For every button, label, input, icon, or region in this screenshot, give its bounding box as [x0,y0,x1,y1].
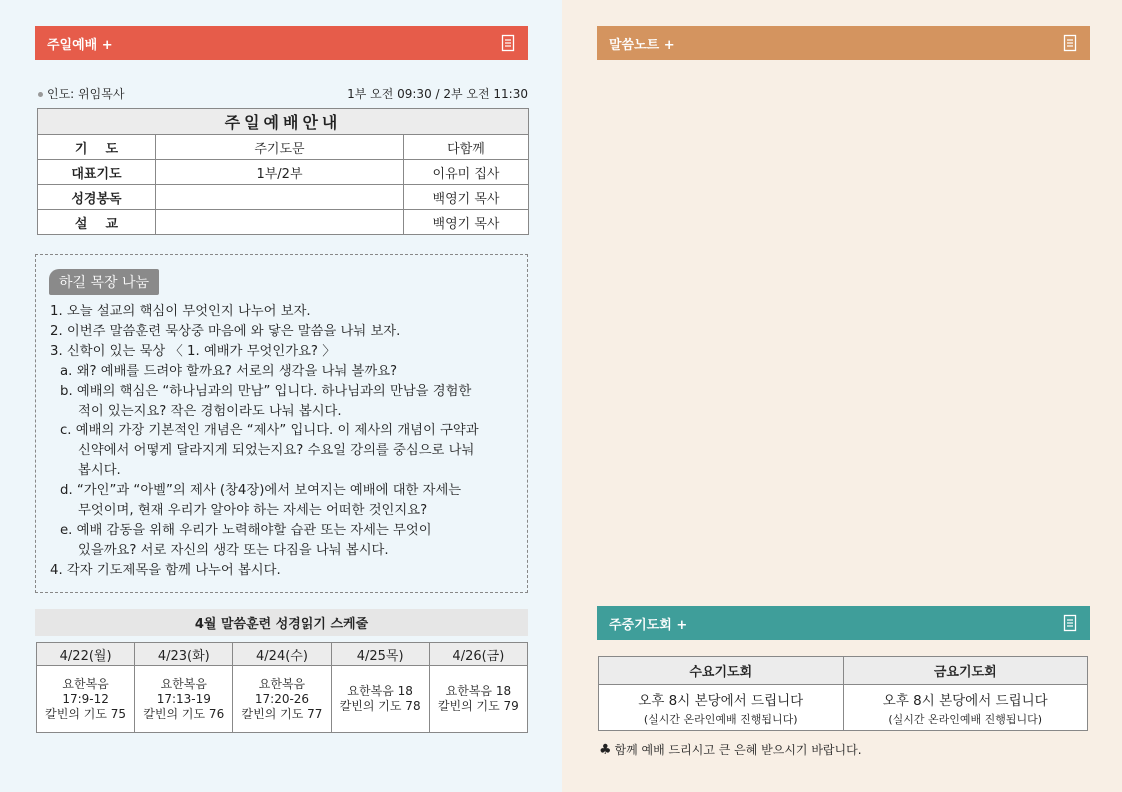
schedule-date: 4/23(화) [135,643,233,666]
schedule-cell [429,666,527,733]
prayer-online-note: (실시간 온라인예배 진행됩니다) [643,712,798,726]
reading-verses: 17:9-12 [62,691,109,706]
blessing-text: 함께 예배 드리시고 큰 은혜 받으시기 바랍니다. [614,743,862,757]
schedule-reading-row [37,666,528,733]
row-label: 기 도 [38,135,156,160]
sermon-note-title: 말씀노트 + [609,37,675,53]
reading-verses: 17:20-26 [254,691,310,706]
question-line: e. 예배 감동을 위해 우리가 노력해야할 습관 또는 자세는 무엇이 [60,522,432,538]
row-label: 대표기도 [38,160,156,185]
question-line: a. 왜? 예배를 드려야 할까요? 서로의 생각을 나눠 볼까요? [60,363,398,379]
worship-table-title: 주일예배안내 [38,109,529,135]
reading-schedule-table [36,642,528,733]
small-group-sharing-box [35,254,528,593]
question-line: 1. 오늘 설교의 핵심이 무엇인지 나누어 보자. [50,304,311,319]
prayer-detail-cell [843,685,1088,731]
row-label: 설 교 [38,210,156,235]
sharing-question-list [50,302,520,581]
note-icon [1062,34,1078,52]
reading-book: 요한복음 [258,676,306,691]
schedule-cell [135,666,233,733]
worship-order-table [37,108,529,235]
row-person: 백영기 목사 [404,185,529,210]
row-person: 다함께 [404,135,529,160]
schedule-date: 4/24(수) [233,643,331,666]
table-row [38,135,529,160]
row-person: 백영기 목사 [404,210,529,235]
prayer-online-note: (실시간 온라인예배 진행됩니다) [888,712,1043,726]
prayer-meeting-table [598,656,1088,731]
question-line: 신약에서 어떻게 달라지게 되었는지요? 수요일 강의를 중심으로 나눠 [78,443,475,459]
worship-leader-text: 인도: 위임목사 [47,87,125,101]
schedule-cell [331,666,429,733]
prayer-meeting-name: 금요기도회 [843,657,1088,685]
prayer-header-row [599,657,1088,685]
reading-book: 요한복음 18 [445,684,512,698]
schedule-cell [37,666,135,733]
sermon-note-section-header[interactable] [597,26,1090,60]
question-line: c. 예배의 가장 기본적인 개념은 “제사” 입니다. 이 제사의 개념이 구약과 [60,423,479,439]
schedule-cell [233,666,331,733]
blessing-message [599,741,862,758]
reading-book: 요한복음 18 [347,684,413,698]
worship-times: 1부 오전 09:30 / 2부 오전 11:30 [347,87,528,101]
reading-prayer: 칼빈의 기도 77 [241,706,323,721]
bullet-dot-icon [38,92,43,97]
note-icon [1062,614,1078,632]
prayer-detail-row [599,685,1088,731]
reading-prayer: 칼빈의 기도 75 [45,706,127,721]
question-line: 3. 신학이 있는 묵상 〈 1. 예배가 무엇인가요? 〉 [50,343,336,359]
prayer-detail-cell [599,685,844,731]
table-row [38,185,529,210]
row-item [156,185,404,210]
schedule-date: 4/26(금) [429,643,527,666]
worship-section-title: 주일예배 + [47,37,113,53]
schedule-date: 4/22(월) [37,643,135,666]
club-icon: ♣ [599,742,612,758]
prayer-meeting-section-header[interactable] [597,606,1090,640]
worship-section-header[interactable] [35,26,528,60]
prayer-time: 오후 8시 본당에서 드립니다 [882,692,1048,709]
row-item: 1부/2부 [156,160,404,185]
sharing-title: 하길 목장 나눔 [49,269,159,295]
table-row [38,160,529,185]
question-line: 봅시다. [78,463,121,479]
row-label: 성경봉독 [38,185,156,210]
table-row [38,210,529,235]
reading-schedule-title: 4월 말씀훈련 성경읽기 스케줄 [35,609,528,636]
note-icon [500,34,516,52]
reading-book: 요한복음 [160,676,207,691]
row-item: 주기도문 [156,135,404,160]
question-line: 무엇이며, 현재 우리가 알아야 하는 자세는 어떠한 것인지요? [78,503,428,519]
reading-verses: 17:13-19 [156,691,211,706]
row-person: 이유미 집사 [404,160,529,185]
question-line: 적이 있는지요? 작은 경험이라도 나눠 봅시다. [78,403,342,419]
question-line: d. “가인”과 “아벨”의 제사 (창4장)에서 보여지는 예배에 대한 자세는 [60,483,462,499]
question-line: b. 예배의 핵심은 “하나님과의 만남” 입니다. 하나님과의 만남을 경험한 [60,383,472,399]
question-line: 있을까요? 서로 자신의 생각 또는 다짐을 나눠 봅시다. [78,542,389,558]
prayer-time: 오후 8시 본당에서 드립니다 [638,692,804,709]
reading-prayer: 칼빈의 기도 79 [437,699,519,713]
question-line: 2. 이번주 말씀훈련 묵상중 마음에 와 닿은 말씀을 나눠 보자. [50,323,401,339]
schedule-header-row [37,643,528,666]
reading-book: 요한복음 [62,676,109,691]
row-item [156,210,404,235]
worship-leader [38,85,124,102]
reading-prayer: 칼빈의 기도 76 [143,706,225,721]
prayer-meeting-name: 수요기도회 [599,657,844,685]
schedule-date: 4/25목) [331,643,429,666]
question-line: 4. 각자 기도제목을 함께 나누어 봅시다. [50,562,281,578]
reading-prayer: 칼빈의 기도 78 [339,699,421,713]
prayer-meeting-title: 주중기도회 + [609,617,688,633]
